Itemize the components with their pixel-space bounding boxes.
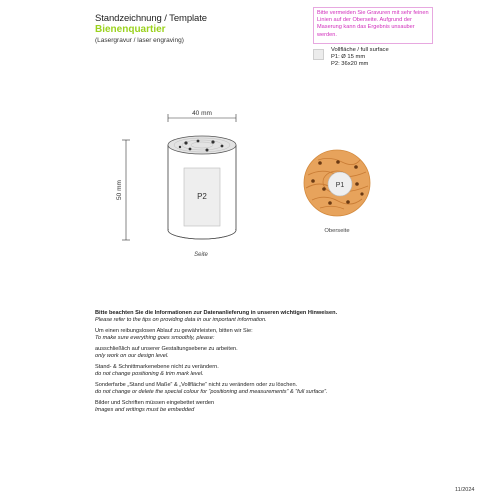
info-p3-en: do not change positioning & trim mark level. xyxy=(95,371,204,377)
p2-label: P2 xyxy=(197,192,207,201)
info-p1-de: Um einen reibungslosen Ablauf zu gewährleisten, bitten wir Sie: xyxy=(95,328,253,334)
grain-notice: Bitte vermeiden Sie Gravuren mit sehr feinen Linien auf der Oberseite. Aufgrund der Maserung kann das Ergebnis unsauber werden. xyxy=(313,7,433,44)
top-caption: Oberseite xyxy=(324,228,350,234)
width-label: 40 mm xyxy=(192,110,212,117)
info-p4-en: do not change or delete the special colour for “positioning and measurements” & “full surface”. xyxy=(95,389,328,395)
legend-p2: P2: 36x20 mm xyxy=(331,60,369,67)
info-heading: Bitte beachten Sie die Informationen zur Datenanlieferung in unseren wichtigen Hinweisen. xyxy=(95,310,338,316)
data-delivery-info xyxy=(95,310,445,414)
info-heading-en: Please refer to the tips on providing data in our important information. xyxy=(95,317,267,323)
info-p1-en: To make sure everything goes smoothly, please: xyxy=(95,335,215,341)
revision-date: 11/2024 xyxy=(455,487,475,493)
info-p2-de: ausschließlich auf unserer Gestaltungsebene zu arbeiten. xyxy=(95,346,238,352)
page-title: Standzeichnung / Template xyxy=(95,13,207,24)
info-p5-en: Images and writings must be embedded xyxy=(95,407,195,413)
height-dimension xyxy=(122,140,130,240)
p1-label: P1 xyxy=(335,182,345,189)
side-caption: Seite xyxy=(194,252,208,258)
height-label: 50 mm xyxy=(116,180,123,200)
info-p4-de: Sonderfarbe „Stand und Maße“ & „Vollfläche“ nicht zu verändern oder zu löschen. xyxy=(95,382,298,388)
product-name: Bienenquartier xyxy=(95,24,166,35)
info-p5-de: Bilder und Schriften müssen eingebettet werden xyxy=(95,400,215,406)
engraving-method: (Lasergravur / laser engraving) xyxy=(95,37,184,44)
info-p2-en: only work on our design level. xyxy=(95,353,169,359)
legend-p1: P1: Ø 15 mm xyxy=(331,53,366,60)
info-p3-de: Stand- & Schnittmarkenebene nicht zu verändern. xyxy=(95,364,219,370)
legend-full-surface: Vollfläche / full surface xyxy=(331,47,389,53)
